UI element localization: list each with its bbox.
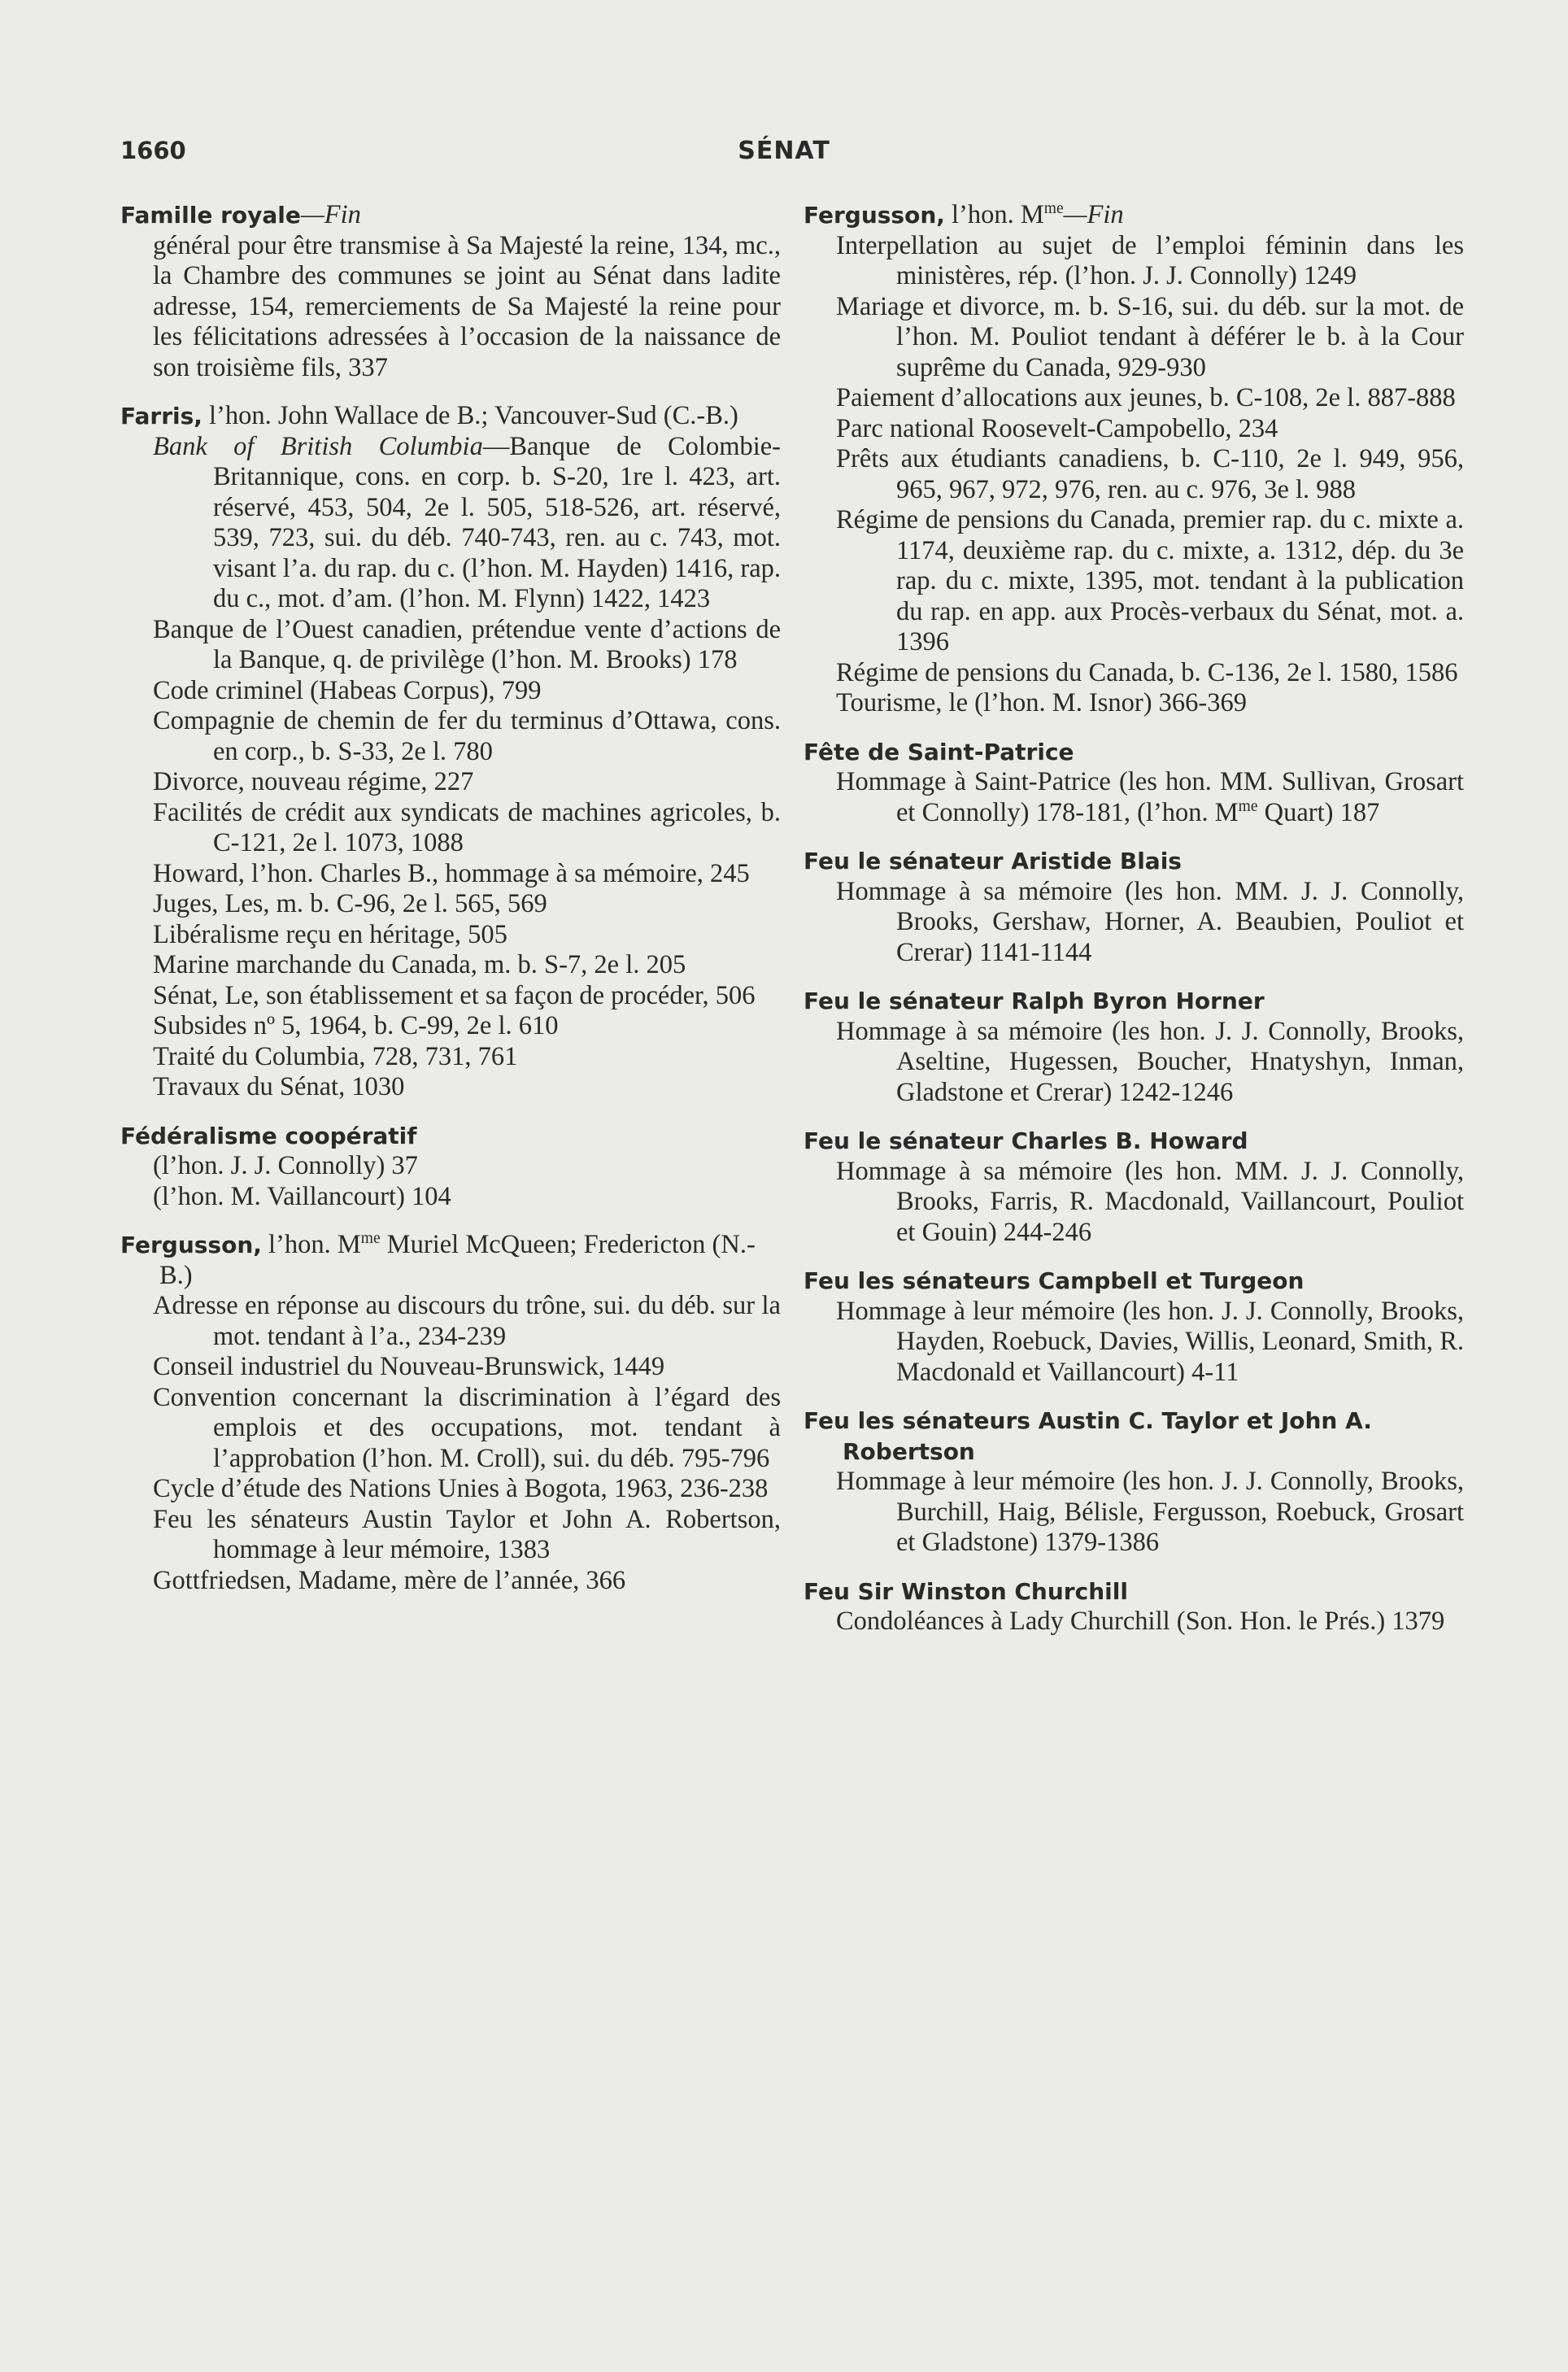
- sub-entry: Travaux du Sénat, 1030: [153, 1072, 405, 1101]
- entry-heading: Feu Sir Winston Churchill: [804, 1577, 1128, 1605]
- sub-entry: Interpellation au sujet de l’emploi féminin dans les ministères, rép. (l’hon. J. J. Connolly) 1249: [836, 230, 1464, 290]
- sub-entry: Parc national Roosevelt-Campobello, 234: [836, 413, 1278, 443]
- entry-heading: Fédéralisme coopératif: [120, 1122, 417, 1149]
- entry-heading: Famille royale—Fin: [120, 200, 361, 229]
- index-entry-federalisme: [120, 1121, 781, 1213]
- sub-entry: Hommage à leur mémoire (les hon. J. J. Connolly, Brooks, Burchill, Haig, Bélisle, Fergusson, Roebuck, Grosart et Gladstone) 1379-1386: [836, 1467, 1464, 1557]
- sub-entry: Hommage à sa mémoire (les hon. MM. J. J. Connolly, Brooks, Farris, R. Macdonald, Vaillancourt, Pouliot et Gouin) 244-246: [836, 1156, 1464, 1247]
- sub-entry: Paiement d’allocations aux jeunes, b. C-108, 2e l. 887-888: [836, 383, 1456, 412]
- sub-entry: Régime de pensions du Canada, premier rap. du c. mixte a. 1174, deuxième rap. du c. mixte, a. 1312, dép. du 3e rap. du c. mixte, 1395, mot. tendant à la publication du rap. en app. aux Procès-verbaux du Sénat, mot. a. 1396: [836, 505, 1464, 656]
- index-entry-fergusson-fin: [804, 200, 1464, 719]
- sub-entry: Subsides nº 5, 1964, b. C-99, 2e l. 610: [153, 1011, 559, 1040]
- sub-entry: Libéralisme reçu en héritage, 505: [153, 919, 507, 949]
- sub-entry: Hommage à Saint-Patrice (les hon. MM. Sullivan, Grosart et Connolly) 178-181, (l’hon. $M^{me}$ Quart) 187: [836, 767, 1464, 827]
- sub-entry: (l’hon. M. Vaillancourt) 104: [153, 1181, 451, 1211]
- sub-entry: Hommage à sa mémoire (les hon. MM. J. J. Connolly, Brooks, Gershaw, Horner, A. Beaubien, Pouliot et Crerar) 1141-1144: [836, 876, 1464, 967]
- index-entry-blais: [804, 846, 1464, 968]
- sub-entry: Mariage et divorce, m. b. S-16, sui. du déb. sur la mot. de l’hon. M. Pouliot tendant à déférer le b. à la Cour suprême du Canada, 929-930: [836, 291, 1464, 382]
- sub-entry: Juges, Les, m. b. C-96, 2e l. 565, 569: [153, 889, 547, 918]
- index-entry-churchill: [804, 1576, 1464, 1637]
- sub-entry: Gottfriedsen, Madame, mère de l’année, 366: [153, 1565, 626, 1595]
- sub-entry: Compagnie de chemin de fer du terminus d’Ottawa, cons. en corp., b. S-33, 2e l. 780: [153, 706, 781, 766]
- sub-entry: Banque de l’Ouest canadien, prétendue vente d’actions de la Banque, q. de privilège (l’hon. M. Brooks) 178: [153, 614, 781, 674]
- sub-entry: Adresse en réponse au discours du trône, sui. du déb. sur la mot. tendant à l’a., 234-239: [153, 1291, 781, 1351]
- index-entry-howard: [804, 1126, 1464, 1248]
- page-number: 1660: [120, 137, 186, 164]
- left-column: [120, 200, 781, 1614]
- entry-heading: Feu le sénateur Ralph Byron Horner: [804, 988, 1265, 1014]
- sub-entry: Hommage à sa mémoire (les hon. J. J. Connolly, Brooks, Aseltine, Hugessen, Boucher, Hnatyshyn, Inman, Gladstone et Crerar) 1242-1246: [836, 1016, 1464, 1107]
- right-column: [804, 200, 1464, 1655]
- entry-heading: Fergusson, l’hon. $M^{me}—Fin$: [804, 200, 1124, 229]
- sub-entry: Traité du Columbia, 728, 731, 761: [153, 1041, 518, 1071]
- sub-entry: Condoléances à Lady Churchill (Son. Hon. le Prés.) 1379: [836, 1607, 1445, 1636]
- entry-heading: Fergusson, l’hon. $M^{me}$ Muriel McQueen; Fredericton (N.-B.): [120, 1230, 756, 1290]
- running-title: SÉNAT: [738, 137, 830, 165]
- sub-entry-bank-of-british-columbia: Bank of British Columbia—Banque de Colombie-Britannique, cons. en corp. b. S-20, 1re l. 423, art. réservé, 453, 504, 2e l. 505, 518-526, art. réservé, 539, 723, sui. du déb. 740-743, ren. au c. 743, mot. visant l’a. du rap. du c. (l’hon. M. Hayden) 1416, rap. du c., mot. d’am. (l’hon. M. Flynn) 1422, 1423: [153, 431, 782, 613]
- index-entry-taylor-robertson: [804, 1406, 1464, 1559]
- sub-entry: Cycle d’étude des Nations Unies à Bogota, 1963, 236-238: [153, 1474, 769, 1503]
- entry-text: général pour être transmise à Sa Majesté la reine, 134, mc., la Chambre des communes se joint au Sénat dans ladite adresse, 154, remerciements de Sa Majesté la reine pour les félicitations adressées à l’occasion de la naissance de son troisième fils, 337: [153, 230, 781, 382]
- index-entry-farris: [120, 401, 781, 1103]
- sub-entry: Howard, l’hon. Charles B., hommage à sa mémoire, 245: [153, 858, 750, 888]
- index-entry-saint-patrice: [804, 737, 1464, 829]
- sub-entry: (l’hon. J. J. Connolly) 37: [153, 1151, 418, 1180]
- index-entry-fergusson: [120, 1230, 781, 1596]
- entry-heading: Farris, l’hon. John Wallace de B.; Vancouver-Sud (C.-B.): [120, 401, 738, 430]
- sub-entry: Conseil industriel du Nouveau-Brunswick, 1449: [153, 1352, 665, 1381]
- sub-entry: Marine marchande du Canada, m. b. S-7, 2e l. 205: [153, 950, 686, 979]
- entry-heading: Feu les sénateurs Campbell et Turgeon: [804, 1267, 1304, 1294]
- sub-entry: Régime de pensions du Canada, b. C-136, 2e l. 1580, 1586: [836, 657, 1458, 687]
- entry-heading: Feu les sénateurs Austin C. Taylor et John A. Robertson: [804, 1407, 1372, 1465]
- sub-entry: Sénat, Le, son établissement et sa façon de procéder, 506: [153, 980, 756, 1010]
- sub-entry: Hommage à leur mémoire (les hon. J. J. Connolly, Brooks, Hayden, Roebuck, Davies, Willis, Leonard, Smith, R. Macdonald et Vaillancourt) 4-11: [836, 1296, 1464, 1387]
- sub-entry: Tourisme, le (l’hon. M. Isnor) 366-369: [836, 688, 1248, 717]
- index-entry-horner: [804, 986, 1464, 1108]
- entry-heading: Fête de Saint-Patrice: [804, 738, 1074, 765]
- index-entry-famille-royale: [120, 200, 781, 383]
- sub-entry: Divorce, nouveau régime, 227: [153, 767, 474, 796]
- sub-entry: Facilités de crédit aux syndicats de machines agricoles, b. C-121, 2e l. 1073, 1088: [153, 797, 781, 857]
- entry-heading: Feu le sénateur Charles B. Howard: [804, 1127, 1248, 1154]
- sub-entry: Prêts aux étudiants canadiens, b. C-110, 2e l. 949, 956, 965, 967, 972, 976, ren. au c. 976, 3e l. 988: [836, 444, 1464, 504]
- sub-entry: Convention concernant la discrimination à l’égard des emplois et des occupations, mot. tendant à l’approbation (l’hon. M. Croll), sui. du déb. 795-796: [153, 1382, 781, 1473]
- entry-heading: Feu le sénateur Aristide Blais: [804, 848, 1182, 874]
- sub-entry: Code criminel (Habeas Corpus), 799: [153, 675, 542, 705]
- sub-entry: Feu les sénateurs Austin Taylor et John A. Robertson, hommage à leur mémoire, 1383: [153, 1504, 781, 1564]
- index-entry-campbell-turgeon: [804, 1266, 1464, 1388]
- page-header: [120, 137, 1448, 172]
